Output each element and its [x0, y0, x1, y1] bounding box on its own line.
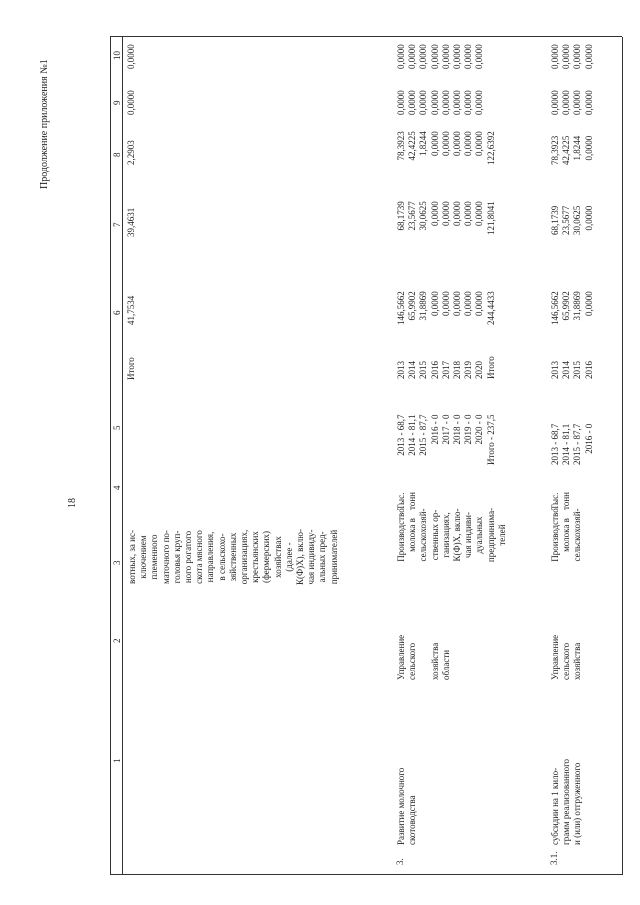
row3-col9: 0,0000 0,0000 0,0000 0,0000 0,0000 0,0000 0,0000 0,0000: [396, 90, 485, 115]
totals-col7: 39,4631: [126, 207, 136, 237]
row3-number: 3.: [395, 858, 405, 865]
row31-name: субсидии на 1 кило- грамм реализованного и (или) отгруженного: [550, 758, 583, 845]
totals-col9: 0,0000: [126, 90, 136, 115]
totals-label: Итого: [126, 357, 136, 380]
totals-col10: 0,0000: [126, 44, 136, 69]
row3-col7: 68,1739 23,5677 30,0625 0,0000 0,0000 0,0000 0,0000 0,0000 121,8041: [396, 201, 496, 235]
row3-indicator: Производство молока в сельскохозяй- ственных ор- ганизациях, К(Ф)Х, вклю- чая индиви- дуальных предпринима- телей: [396, 507, 507, 563]
row31-col6: 146,5662 65,9902 31,8869 0,0000: [550, 291, 594, 325]
row31-executor: Управление сельского хозяйства: [550, 634, 583, 680]
continued-indicator-text: вотных, за ис- ключением племенного маточного по- головья круп- ного рогатого скота мясного направления, в сельскохо- зяйственных организациях, крестьянских (фермерских) хозяйствах (далее - К(Ф)Х), вклю- чая индивиду- альных пред- принимателей: [127, 529, 339, 585]
row3-years: 2013 2014 2015 2016 2017 2018 2019 2020 Итого: [396, 356, 496, 379]
header-col-1: 1: [112, 758, 122, 763]
row31-years: 2013 2014 2015 2016: [550, 361, 594, 379]
totals-col8: 2,2903: [126, 140, 136, 165]
header-col-7: 7: [112, 222, 122, 227]
row31-unit: Тыс. тонн: [550, 492, 572, 510]
header-col-4: 4: [112, 485, 122, 490]
row31-col8: 78,3923 42,4225 1,8244 0,0000: [550, 135, 594, 165]
row3-targets: 2013 - 68,7 2014 - 81,1 2015 - 87,7 2016 - 0 2017 - 0 2018 - 0 2019 - 0 2020 - 0 Итого - 237,5: [396, 414, 496, 465]
header-col-9: 9: [112, 100, 122, 105]
continuation-caption: Продолжение приложения №1: [39, 59, 50, 189]
row31-col7: 68,1739 23,5677 30,0625 0,0000: [550, 205, 594, 235]
header-col-10: 10: [112, 51, 122, 60]
row3-executor: Управление сельского хозяйства области: [396, 634, 451, 680]
totals-col6: 41,7534: [126, 295, 136, 325]
row31-col9: 0,0000 0,0000 0,0000 0,0000: [550, 90, 594, 115]
row3-name: Развитие молочного скотоводства: [396, 767, 418, 845]
row3-col8: 78,3923 42,4225 1,8244 0,0000 0,0000 0,0000 0,0000 0,0000 122,6392: [396, 131, 496, 165]
row31-targets: 2013 - 68,7 2014 - 81,1 2015 - 87,7 2016 - 0: [550, 423, 594, 465]
row31-indicator: Производство молока в сельскохозяй-: [550, 508, 583, 562]
header-col-2: 2: [112, 638, 122, 643]
row3-col10: 0,0000 0,0000 0,0000 0,0000 0,0000 0,0000 0,0000 0,0000: [396, 44, 485, 69]
header-col-6: 6: [112, 310, 122, 315]
row31-col10: 0,0000 0,0000 0,0000 0,0000: [550, 44, 594, 69]
header-col-3: 3: [112, 560, 122, 565]
row31-number: 3.1.: [549, 851, 559, 865]
row3-col6: 146,5662 65,9902 31,8869 0,0000 0,0000 0,0000 0,0000 0,0000 244,4433: [396, 291, 496, 325]
page-number: 18: [67, 498, 78, 508]
row3-unit: Тыс. тонн: [396, 492, 418, 510]
header-col-8: 8: [112, 152, 122, 157]
header-col-5: 5: [112, 425, 122, 430]
